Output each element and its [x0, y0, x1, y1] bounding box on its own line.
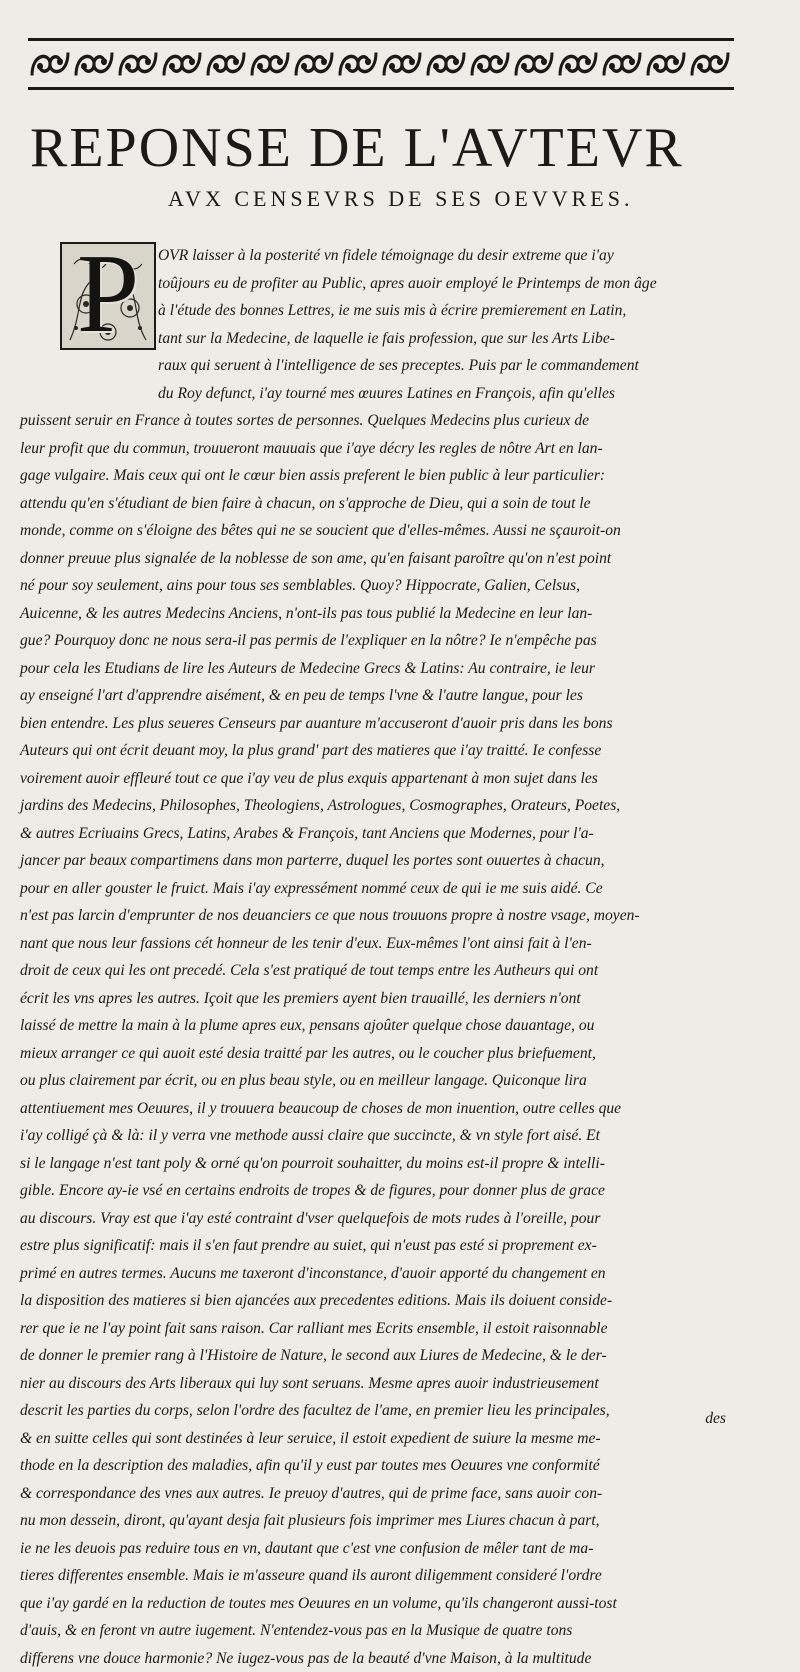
text-line: pour en aller gouster le fruict. Mais i'ay expressément nommé ceux de qui ie me suis aidé. Ce [20, 875, 738, 903]
text-line: puissent seruir en France à toutes sortes de personnes. Quelques Medecins plus curieux de [20, 407, 738, 435]
drop-cap-letter: P [62, 242, 154, 350]
text-line: nier au discours des Arts liberaux qui luy sont seruans. Mesme apres auoir industrieusement [20, 1370, 738, 1398]
text-line: nant que nous leur fassions cét honneur de les tenir d'eux. Eux-mêmes l'ont ainsi fait à l'en- [20, 930, 738, 958]
text-line: pour cela les Etudians de lire les Auteurs de Medecine Grecs & Latins: Au contraire, ie leur [20, 655, 738, 683]
text-line: au discours. Vray est que i'ay esté contraint d'vser quelquefois de mots rudes à l'oreille, pour [20, 1205, 738, 1233]
text-line: du Roy defunct, i'ay tourné mes œuures Latines en François, afin qu'elles [20, 380, 738, 408]
text-line: differens vne douce harmonie? Ne iugez-vous pas de la beauté d'vne Maison, à la multitude [20, 1645, 738, 1672]
text-line: thode en la description des maladies, afin qu'il y eust par toutes mes Oeuures vne conformité [20, 1452, 738, 1480]
text-line: Auicenne, & les autres Medecins Anciens, n'ont-ils pas tous publié la Medecine en leur lan- [20, 600, 738, 628]
text-line: donner preuue plus signalée de la noblesse de son ame, qu'en faisant paroître qu'on n'est point [20, 545, 738, 573]
text-line: primé en autres termes. Aucuns me taxeront d'inconstance, d'auoir apporté du changement en [20, 1260, 738, 1288]
text-line: toûjours eu de profiter au Public, apres auoir employé le Printemps de mon âge [20, 270, 738, 298]
text-line: ie ne les deuois pas reduire tous en vn, dautant que c'est vne confusion de mêler tant de ma- [20, 1535, 738, 1563]
page-subtitle: AVX CENSEVRS DE SES OEVVRES. [168, 184, 728, 214]
text-line: OVR laisser à la posterité vn fidele témoignage du desir extreme que i'ay [20, 242, 738, 270]
text-line: que i'ay gardé en la reduction de toutes mes Oeuures en un volume, qu'ils changeront aussi-tost [20, 1590, 738, 1618]
text-line: Auteurs qui ont écrit deuant moy, la plus grand' part des matieres que i'ay traitté. Ie confesse [20, 737, 738, 765]
text-line: gible. Encore ay-ie vsé en certains endroits de tropes & de figures, pour donner plus de grace [20, 1177, 738, 1205]
text-line: à l'étude des bonnes Lettres, ie me suis mis à écrire premierement en Latin, [20, 297, 738, 325]
text-line: estre plus significatif: mais il s'en faut prendre au suiet, qui n'eust pas esté si proprement ex- [20, 1232, 738, 1260]
text-line: nu mon dessein, diront, qu'ayant desja fait plusieurs fois imprimer mes Liures chacun à part, [20, 1507, 738, 1535]
text-line: mieux arranger ce qui auoit esté desia traitté par les autres, ou le coucher plus briefuement, [20, 1040, 738, 1068]
text-line: droit de ceux qui les ont precedé. Cela s'est pratiqué de tout temps entre les Autheurs qui ont [20, 957, 738, 985]
text-line: tant sur la Medecine, de laquelle ie fais profession, que sur les Arts Libe- [20, 325, 738, 353]
text-line: la disposition des matieres si bien ajancées aux precedentes editions. Mais ils doiuent conside- [20, 1287, 738, 1315]
body-text [20, 242, 738, 1672]
text-line: ou plus clairement par écrit, ou en plus beau style, ou en meilleur langage. Quiconque lira [20, 1067, 738, 1095]
text-line: jardins des Medecins, Philosophes, Theologiens, Astrologues, Cosmographes, Orateurs, Poetes, [20, 792, 738, 820]
text-line: voirement auoir effleuré tout ce que i'ay veu de plus exquis appartenant à mon sujet dans les [20, 765, 738, 793]
text-line: attendu qu'en s'étudiant de bien faire à chacun, on s'approche de Dieu, qui a soin de tout le [20, 490, 738, 518]
text-line: i'ay colligé çà & là: il y verra vne methode aussi claire que succincte, & vn style fort aisé. Et [20, 1122, 738, 1150]
text-line: & correspondance des vnes aux autres. Ie preuoy d'autres, qui de prime face, sans auoir con- [20, 1480, 738, 1508]
text-line: raux qui seruent à l'intelligence de ses preceptes. Puis par le commandement [20, 352, 738, 380]
text-line: de donner le premier rang à l'Histoire de Nature, le second aux Liures de Medecine, & le der- [20, 1342, 738, 1370]
scroll-ornament-icon [28, 41, 734, 87]
text-line: tieres differentes ensemble. Mais ie m'asseure quand ils auront diligemment consideré l'ordre [20, 1562, 738, 1590]
text-line: d'auis, & en feront vn autre iugement. N'entendez-vous pas en la Musique de quatre tons [20, 1617, 738, 1645]
catchword: des [705, 1410, 726, 1428]
text-line: leur profit que du commun, trouueront mauuais que i'aye décry les regles de nôtre Art en lan- [20, 435, 738, 463]
text-line: descrit les parties du corps, selon l'ordre des facultez de l'ame, en premier lieu les principales, [20, 1397, 738, 1425]
text-line: gage vulgaire. Mais ceux qui ont le cœur bien assis preferent le bien public à leur particulier: [20, 462, 738, 490]
text-line: rer que ie ne l'ay point fait sans raison. Car ralliant mes Ecrits ensemble, il estoit raisonnable [20, 1315, 738, 1343]
text-line: bien entendre. Les plus seueres Censeurs par auanture m'accuseront d'auoir pris dans les bons [20, 710, 738, 738]
ornamental-headpiece [28, 38, 734, 90]
text-line: né pour soy seulement, ains pour tous ses semblables. Quoy? Hippocrate, Galien, Celsus, [20, 572, 738, 600]
text-line: écrit les vns apres les autres. Içoit que les premiers ayent bien trauaillé, les derniers n'ont [20, 985, 738, 1013]
text-line: & en suitte celles qui sont destinées à leur seruice, il estoit expedient de suiure la mesme me- [20, 1425, 738, 1453]
text-line: jancer par beaux compartimens dans mon parterre, duquel les portes sont ouuertes à chacun, [20, 847, 738, 875]
text-line: n'est pas larcin d'emprunter de nos deuanciers ce que nous trouuons propre à nostre vsage, moyen- [20, 902, 738, 930]
text-line: laissé de mettre la main à la plume apres eux, pensans ajoûter quelque chose dauantage, ou [20, 1012, 738, 1040]
page-title: REPONSE DE L'AVTEVR [30, 116, 720, 180]
text-line: attentiuement mes Oeuures, il y trouuera beaucoup de choses de mon inuention, outre celles que [20, 1095, 738, 1123]
text-line: si le langage n'est tant poly & orné qu'on pourroit souhaitter, du moins est-il propre & intelli- [20, 1150, 738, 1178]
text-line: & autres Ecriuains Grecs, Latins, Arabes & François, tant Anciens que Modernes, pour l'a- [20, 820, 738, 848]
text-line: gue? Pourquoy donc ne nous sera-il pas permis de l'expliquer en la nôtre? Ie n'empêche pas [20, 627, 738, 655]
text-line: monde, comme on s'éloigne des bêtes qui ne se soucient que d'elles-mêmes. Aussi ne sçauroit-on [20, 517, 738, 545]
text-line: ay enseigné l'art d'apprendre aisément, & en peu de temps l'vne & l'autre langue, pour les [20, 682, 738, 710]
